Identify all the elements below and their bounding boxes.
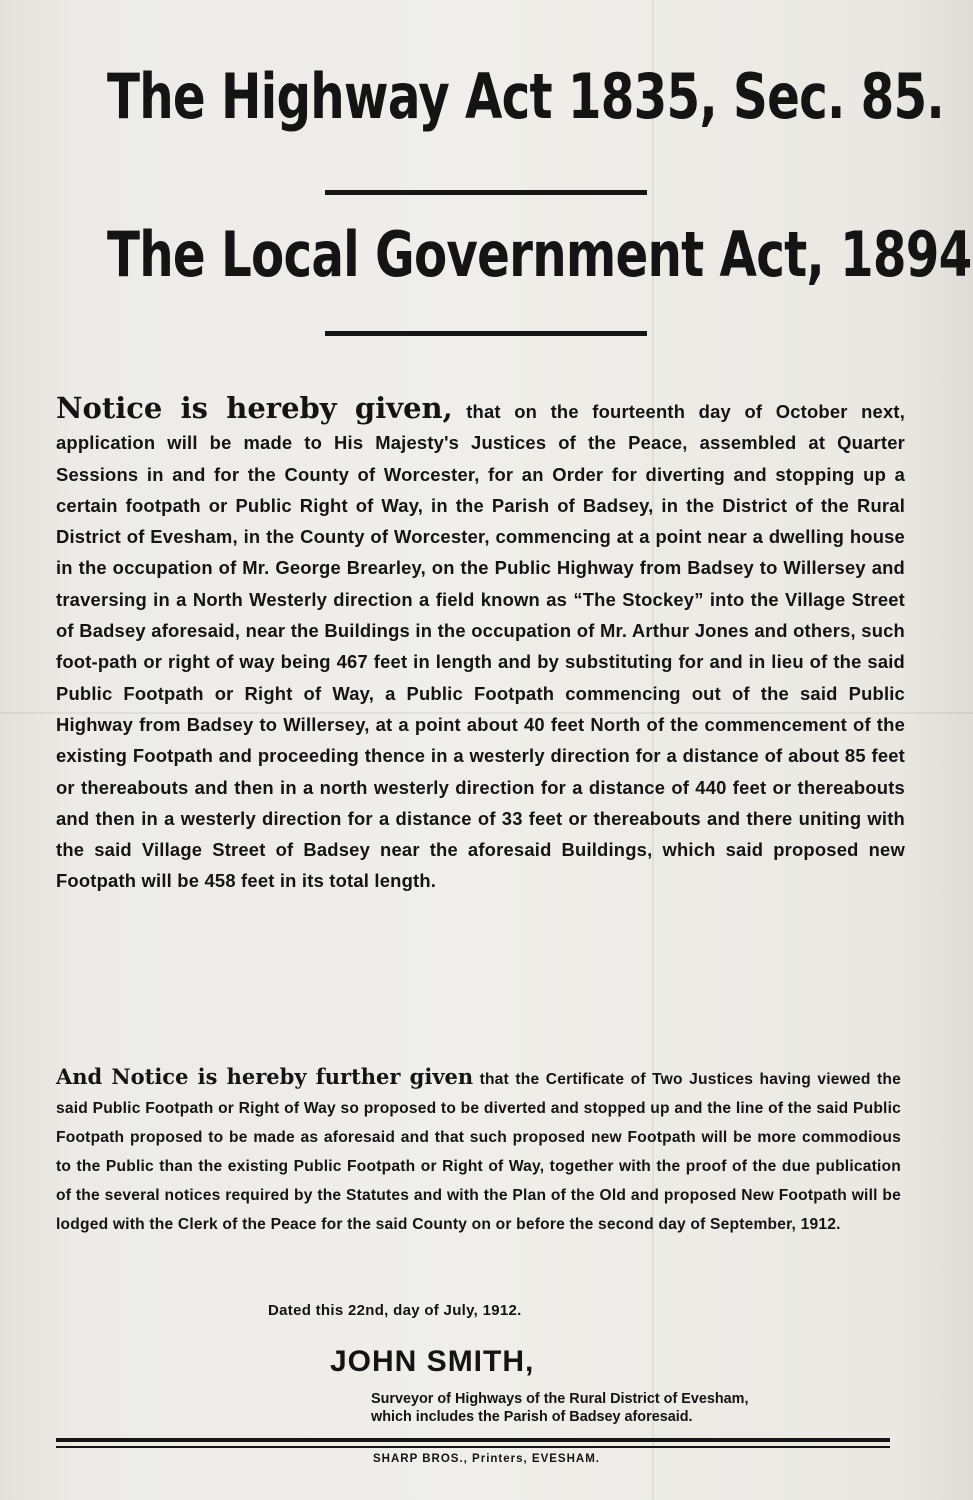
dated-line: Dated this 22nd, day of July, 1912.: [268, 1302, 522, 1319]
printer-imprint: SHARP BROS., Printers, EVESHAM.: [373, 1453, 600, 1465]
footer-rule-thin: [56, 1446, 890, 1448]
notice-body-text: that on the fourteenth day of October next, application will be made to His Majesty's Justices of the Peace, assembled at Quarter Sessions in and for the County of Worcester, for an Order for diverting and stopping up a certain footpath or Public Right of Way, in the Parish of Badsey, in the District of the Rural District of Evesham, in the County of Worcester, commencing at a point near a dwelling house in the occupation of Mr. George Brearley, on the Public Highway from Badsey to Willersey and traversing in a North Westerly direction a field known as “The Stockey” into the Village Street of Badsey aforesaid, near the Buildings in the occupation of Mr. Arthur Jones and others, such foot-path or right of way being 467 feet in length and by substituting for and in lieu of the said Public Footpath or Right of Way, a Public Footpath commencing out of the said Public Highway from Badsey to Willersey, at a point about 40 feet North of the commencement of the existing Footpath and proceeding thence in a westerly direction for a distance of about 85 feet or thereabouts and then in a north westerly direction for a distance of 440 feet or thereabouts and then in a westerly direction for a distance of 33 feet or thereabouts and there uniting with the said Village Street of Badsey near the aforesaid Buildings, which said proposed new Footpath will be 458 feet in its total length.: [56, 401, 906, 892]
further-notice-body-text: that the Certificate of Two Justices having viewed the said Public Footpath or Right of Way so proposed to be diverted and stopped up and the line of the said Public Footpath proposed to be made as aforesaid and that such proposed new Footpath will be more commodious to the Public than the existing Public Footpath or Right of Way, together with the proof of the due publication of the several notices required by the Statutes and with the Plan of the Old and proposed New Footpath will be lodged with the Clerk of the Peace for the said County on or before the second day of September, 1912.: [56, 1071, 901, 1234]
title-highway-act: The Highway Act 1835, Sec. 85.: [107, 60, 944, 133]
further-notice-paragraph: [56, 1062, 901, 1240]
notice-lead-blackletter: Notice is hereby given,: [56, 391, 453, 425]
signatory-role: [371, 1390, 748, 1426]
further-notice-lead-blackletter: And Notice is hereby further given: [56, 1064, 474, 1089]
notice-paragraph: [56, 393, 905, 897]
title-divider-upper: [325, 190, 647, 195]
signatory-role-line-1: Surveyor of Highways of the Rural District of Evesham,: [371, 1391, 749, 1407]
footer-rule-thick: [56, 1438, 890, 1442]
title-divider-lower: [325, 331, 647, 336]
title-local-government-act: The Local Government Act, 1894: [107, 218, 972, 291]
signatory-name: JOHN SMITH,: [330, 1345, 535, 1378]
signatory-role-line-2: which includes the Parish of Badsey aforesaid.: [371, 1409, 693, 1425]
